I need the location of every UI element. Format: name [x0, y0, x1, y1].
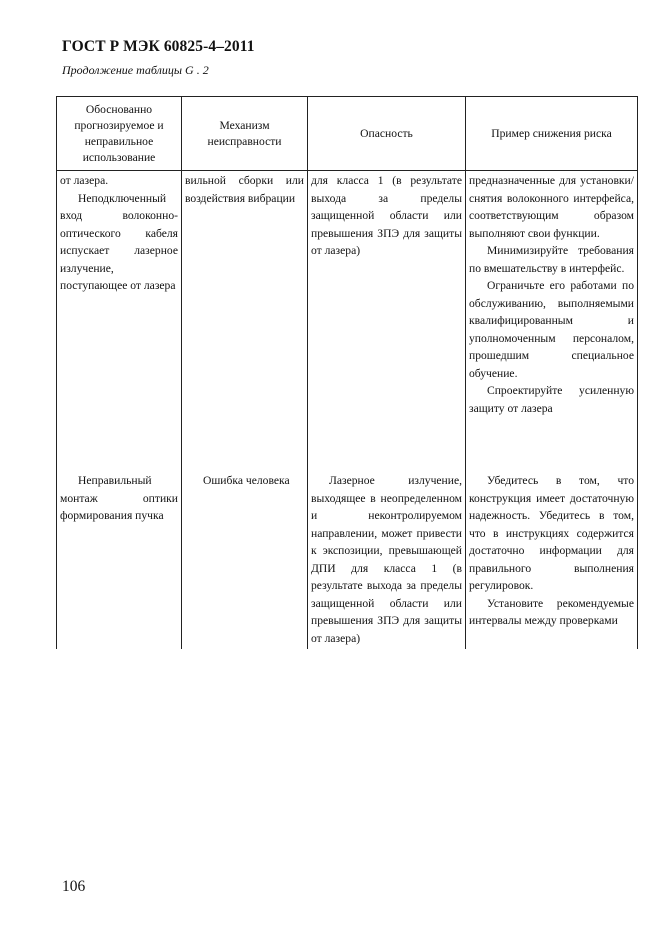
cell-paragraph: предназначенные для установки/снятия волоконного интерфейса, соответствующим образом выполняют свои функции. — [469, 174, 634, 240]
cell-paragraph: Установите рекомендуемые интервалы между проверками — [469, 596, 634, 627]
cell-use — [57, 472, 182, 649]
cell-paragraph: Неподключенный вход волоконно-оптического кабеля испускает лазерное излучение, поступающее от лазера — [60, 191, 178, 292]
column-header-use: Обоснованно прогнозируемое и неправильное использование — [57, 97, 182, 171]
cell-mechanism — [182, 472, 308, 649]
cell-mitigation — [466, 171, 638, 473]
column-header-mechanism: Механизм неисправности — [182, 97, 308, 171]
column-header-mitigation: Пример снижения риска — [466, 97, 638, 171]
table-header-row — [57, 97, 638, 171]
cell-paragraph: Неправильный монтаж оптики формирования пучка — [60, 474, 178, 522]
cell-paragraph: Лазерное излучение, выходящее в неопределенном и неконтролируемом направлении, может привести к экспозиции, превышающей ДПИ для класса 1 (в результате выхода за пределы защищенной области или превышения ЗПЭ для защиты от лазера) — [311, 474, 462, 645]
standard-title: ГОСТ Р МЭК 60825-4–2011 — [62, 38, 255, 55]
cell-paragraph: Убедитесь в том, что конструкция имеет достаточную надежность. Убедитесь в том, что в инструкциях содержится достаточно информации для правильного выполнения регулировок. — [469, 474, 634, 592]
cell-paragraph: от лазера. — [60, 174, 109, 187]
cell-paragraph: для класса 1 (в результате выхода за пределы защищенной области или превышения ЗПЭ для защиты от лазера) — [311, 174, 462, 257]
cell-mechanism — [182, 171, 308, 473]
cell-paragraph: Минимизируйте требования по вмешательству в интерфейс. — [469, 244, 634, 275]
table-continuation-caption: Продолжение таблицы G . 2 — [62, 63, 209, 77]
page-number: 106 — [62, 878, 86, 895]
cell-mitigation — [466, 472, 638, 649]
risk-table — [56, 96, 638, 649]
cell-paragraph: вильной сборки или воздействия вибрации — [185, 174, 304, 205]
column-header-hazard: Опасность — [308, 97, 466, 171]
cell-hazard — [308, 171, 466, 473]
cell-hazard — [308, 472, 466, 649]
table-row — [57, 472, 638, 649]
table-row — [57, 171, 638, 473]
cell-paragraph: Ошибка человека — [203, 474, 290, 487]
cell-paragraph: Спроектируйте усиленную защиту от лазера — [469, 384, 634, 415]
cell-paragraph: Ограничьте его работами по обслуживанию, выполняемыми квалифицированным и уполномоченным персоналом, прошедшим специальное обучение. — [469, 279, 634, 380]
cell-use — [57, 171, 182, 473]
